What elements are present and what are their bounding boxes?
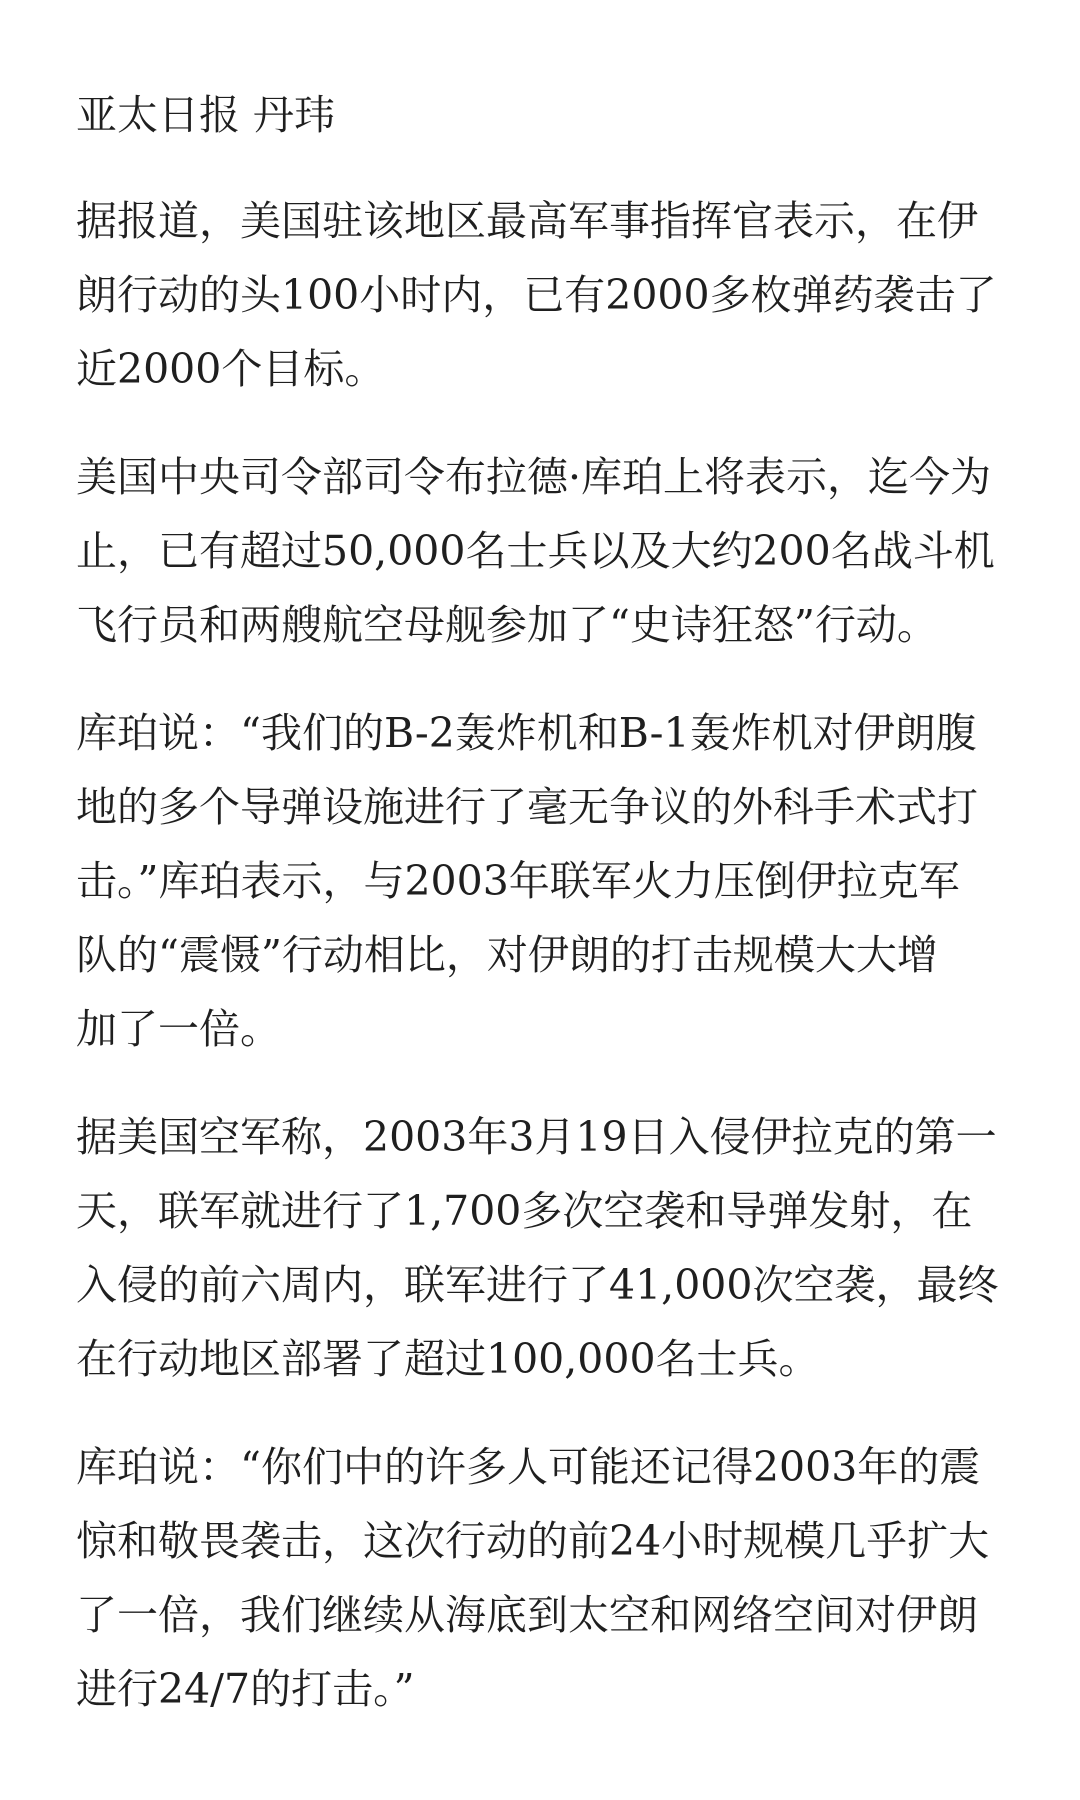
text-line: 加了一倍。 xyxy=(76,1005,281,1053)
text-line: 入侵的前六周内，联军进行了41,000次空袭，最终 xyxy=(76,1261,999,1309)
byline: 亚太日报 丹玮 xyxy=(76,91,336,139)
paragraph-5 xyxy=(76,1430,1006,1726)
paragraph-3 xyxy=(76,696,1006,1066)
text-line: 了一倍，我们继续从海底到太空和网络空间对伊朗 xyxy=(76,1591,978,1639)
text-line: 在行动地区部署了超过100,000名士兵。 xyxy=(76,1335,820,1383)
text-line: 队的“震慑”行动相比，对伊朗的打击规模大大增 xyxy=(76,931,938,979)
text-line: 库珀说：“我们的B-2轰炸机和B-1轰炸机对伊朗腹 xyxy=(76,709,977,757)
text-line: 库珀说：“你们中的许多人可能还记得2003年的震 xyxy=(76,1443,981,1491)
text-line: 近2000个目标。 xyxy=(76,345,386,393)
text-line: 止，已有超过50,000名士兵以及大约200名战斗机 xyxy=(76,527,995,575)
text-line: 美国中央司令部司令布拉德·库珀上将表示，迄今为 xyxy=(76,453,992,501)
text-line: 击。”库珀表示，与2003年联军火力压倒伊拉克军 xyxy=(76,857,960,905)
text-line: 惊和敬畏袭击，这次行动的前24小时规模几乎扩大 xyxy=(76,1517,990,1565)
article-body xyxy=(76,78,1006,1760)
text-line: 天，联军就进行了1,700多次空袭和导弹发射，在 xyxy=(76,1187,973,1235)
paragraph-1 xyxy=(76,184,1006,406)
text-line: 进行24/7的打击。” xyxy=(76,1665,415,1713)
paragraph-4 xyxy=(76,1100,1006,1396)
text-line: 朗行动的头100小时内，已有2000多枚弹药袭击了 xyxy=(76,271,997,319)
text-line: 据报道，美国驻该地区最高军事指挥官表示，在伊 xyxy=(76,197,978,245)
text-line: 据美国空军称，2003年3月19日入侵伊拉克的第一 xyxy=(76,1113,997,1161)
text-line: 飞行员和两艘航空母舰参加了“史诗狂怒”行动。 xyxy=(76,601,938,649)
text-line: 地的多个导弹设施进行了毫无争议的外科手术式打 xyxy=(76,783,978,831)
paragraph-2 xyxy=(76,440,1006,662)
